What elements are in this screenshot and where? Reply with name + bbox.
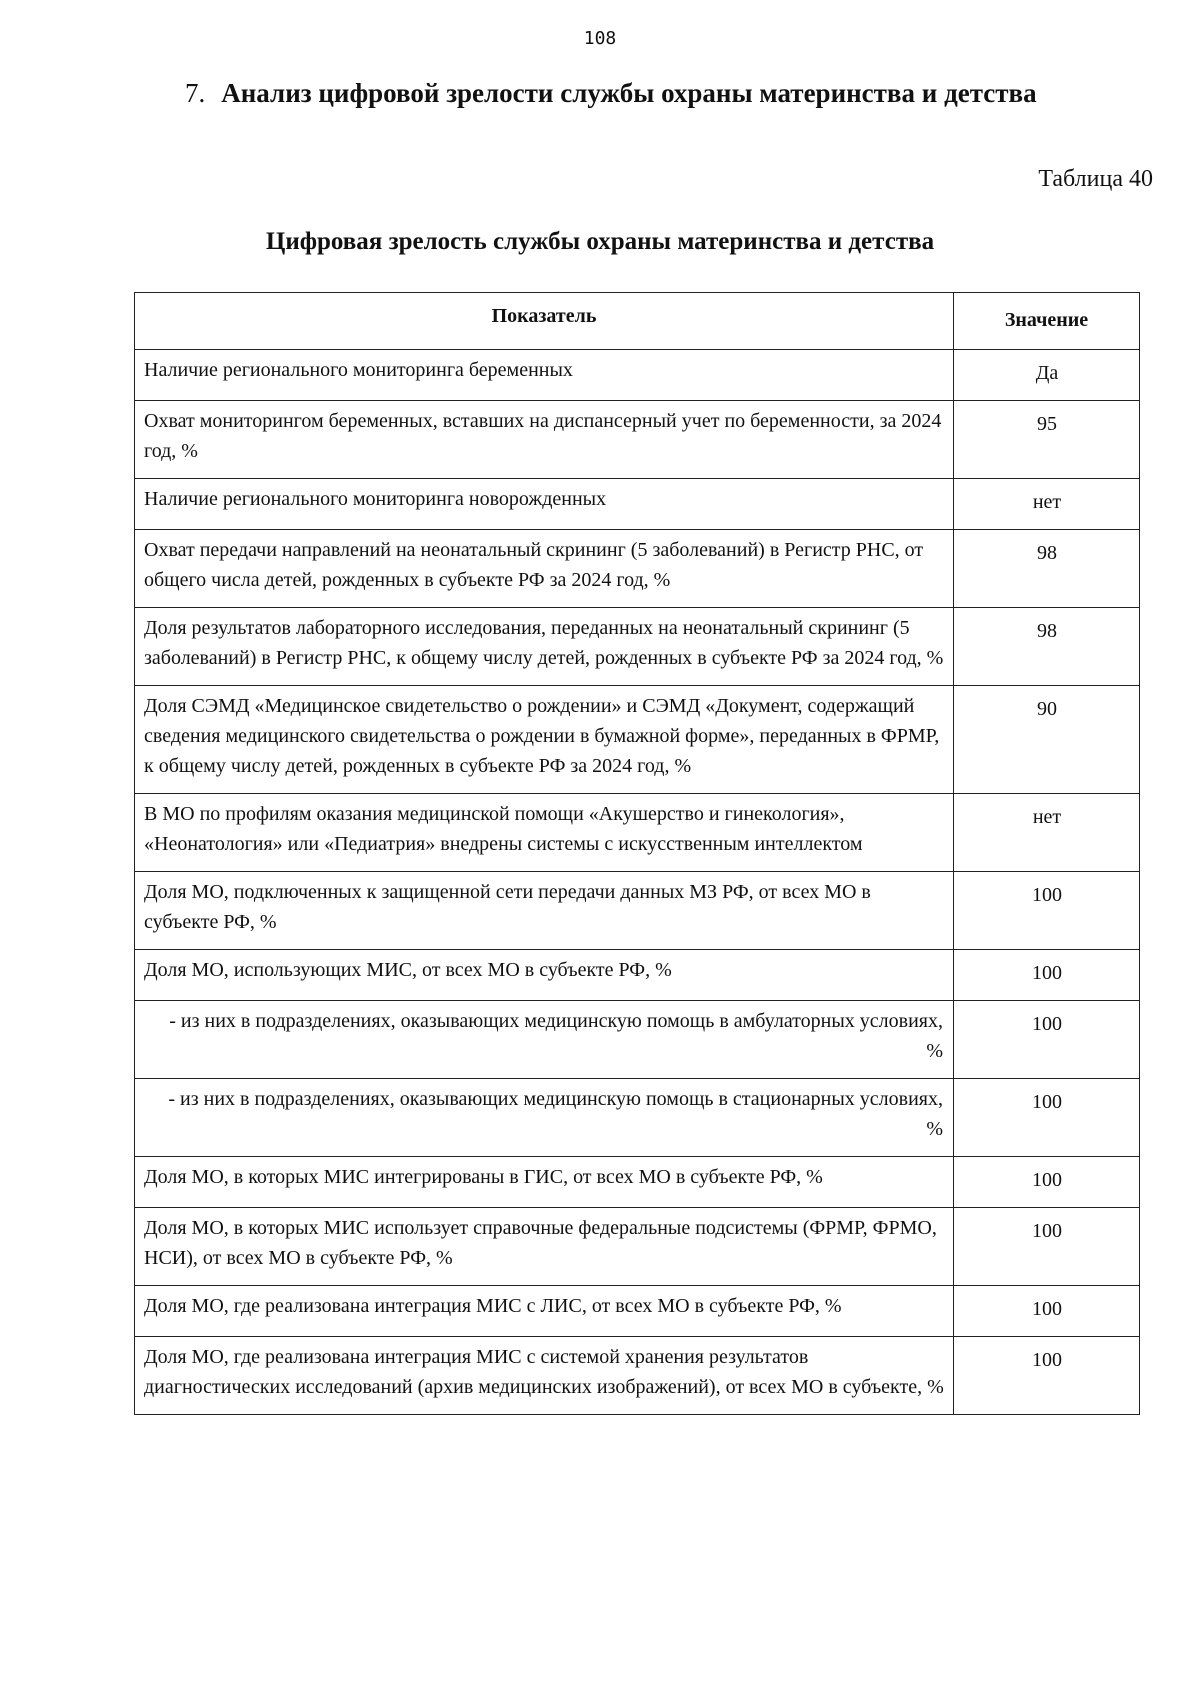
- table-row: [135, 1157, 1140, 1208]
- maturity-table: [134, 292, 1140, 1415]
- row-value: 100: [954, 1337, 1140, 1415]
- row-value: 100: [954, 1001, 1140, 1079]
- section-title: Анализ цифровой зрелости службы охраны материнства и детства: [221, 78, 1037, 108]
- table-row: [135, 1286, 1140, 1337]
- row-indicator: Доля результатов лабораторного исследования, переданных на неонатальный скрининг (5 заболеваний) в Регистр РНС, к общему числу детей, рожденных в субъекте РФ за 2024 год, %: [135, 608, 954, 686]
- table-row: [135, 350, 1140, 401]
- table-row: [135, 794, 1140, 872]
- row-value: 100: [954, 872, 1140, 950]
- row-indicator: Охват передачи направлений на неонатальный скрининг (5 заболеваний) в Регистр РНС, от общего числа детей, рожденных в субъекте РФ за 2024 год, %: [135, 530, 954, 608]
- row-value: 98: [954, 608, 1140, 686]
- row-value: 100: [954, 1286, 1140, 1337]
- row-indicator: Доля МО, в которых МИС интегрированы в ГИС, от всех МО в субъекте РФ, %: [135, 1157, 954, 1208]
- table-row: [135, 950, 1140, 1001]
- table-row: [135, 608, 1140, 686]
- row-indicator: Доля СЭМД «Медицинское свидетельство о рождении» и СЭМД «Документ, содержащий сведения медицинского свидетельства о рождении в бумажной форме», переданных в ФРМР, к общему числу детей, рожденных в субъекте РФ за 2024 год, %: [135, 686, 954, 794]
- row-indicator-sub: - из них в подразделениях, оказывающих медицинскую помощь в амбулаторных условиях, %: [135, 1001, 954, 1079]
- header-indicator: Показатель: [135, 293, 954, 350]
- table-row: [135, 1337, 1140, 1415]
- section-heading: [185, 78, 1125, 109]
- table-header-row: [135, 293, 1140, 350]
- row-value: 100: [954, 1079, 1140, 1157]
- table-row: [135, 686, 1140, 794]
- row-indicator: Доля МО, использующих МИС, от всех МО в субъекте РФ, %: [135, 950, 954, 1001]
- row-value: 100: [954, 1157, 1140, 1208]
- row-value: Да: [954, 350, 1140, 401]
- row-indicator: Наличие регионального мониторинга новорожденных: [135, 479, 954, 530]
- row-indicator: Наличие регионального мониторинга беременных: [135, 350, 954, 401]
- table-row: [135, 1208, 1140, 1286]
- row-indicator: Доля МО, подключенных к защищенной сети передачи данных МЗ РФ, от всех МО в субъекте РФ, %: [135, 872, 954, 950]
- row-indicator: Охват мониторингом беременных, вставших на диспансерный учет по беременности, за 2024 год, %: [135, 401, 954, 479]
- row-value: 95: [954, 401, 1140, 479]
- row-indicator: Доля МО, в которых МИС использует справочные федеральные подсистемы (ФРМР, ФРМО, НСИ), от всех МО в субъекте РФ, %: [135, 1208, 954, 1286]
- table-row: [135, 479, 1140, 530]
- row-value: нет: [954, 794, 1140, 872]
- table-row: [135, 1079, 1140, 1157]
- table-number-label: Таблица 40: [1038, 166, 1153, 192]
- row-value: 90: [954, 686, 1140, 794]
- table-row: [135, 872, 1140, 950]
- table-row: [135, 1001, 1140, 1079]
- row-indicator: Доля МО, где реализована интеграция МИС с ЛИС, от всех МО в субъекте РФ, %: [135, 1286, 954, 1337]
- table-title: Цифровая зрелость службы охраны материнства и детства: [265, 228, 935, 255]
- table-row: [135, 401, 1140, 479]
- section-number: 7.: [185, 78, 206, 108]
- row-value: 100: [954, 1208, 1140, 1286]
- header-value: Значение: [954, 293, 1140, 350]
- row-value: 100: [954, 950, 1140, 1001]
- page-number: 108: [583, 28, 617, 49]
- row-indicator: Доля МО, где реализована интеграция МИС с системой хранения результатов диагностических исследований (архив медицинских изображений), от всех МО в субъекте, %: [135, 1337, 954, 1415]
- row-indicator: В МО по профилям оказания медицинской помощи «Акушерство и гинекология», «Неонатология» или «Педиатрия» внедрены системы с искусственным интеллектом: [135, 794, 954, 872]
- table-row: [135, 530, 1140, 608]
- row-indicator-sub: - из них в подразделениях, оказывающих медицинскую помощь в стационарных условиях, %: [135, 1079, 954, 1157]
- row-value: 98: [954, 530, 1140, 608]
- row-value: нет: [954, 479, 1140, 530]
